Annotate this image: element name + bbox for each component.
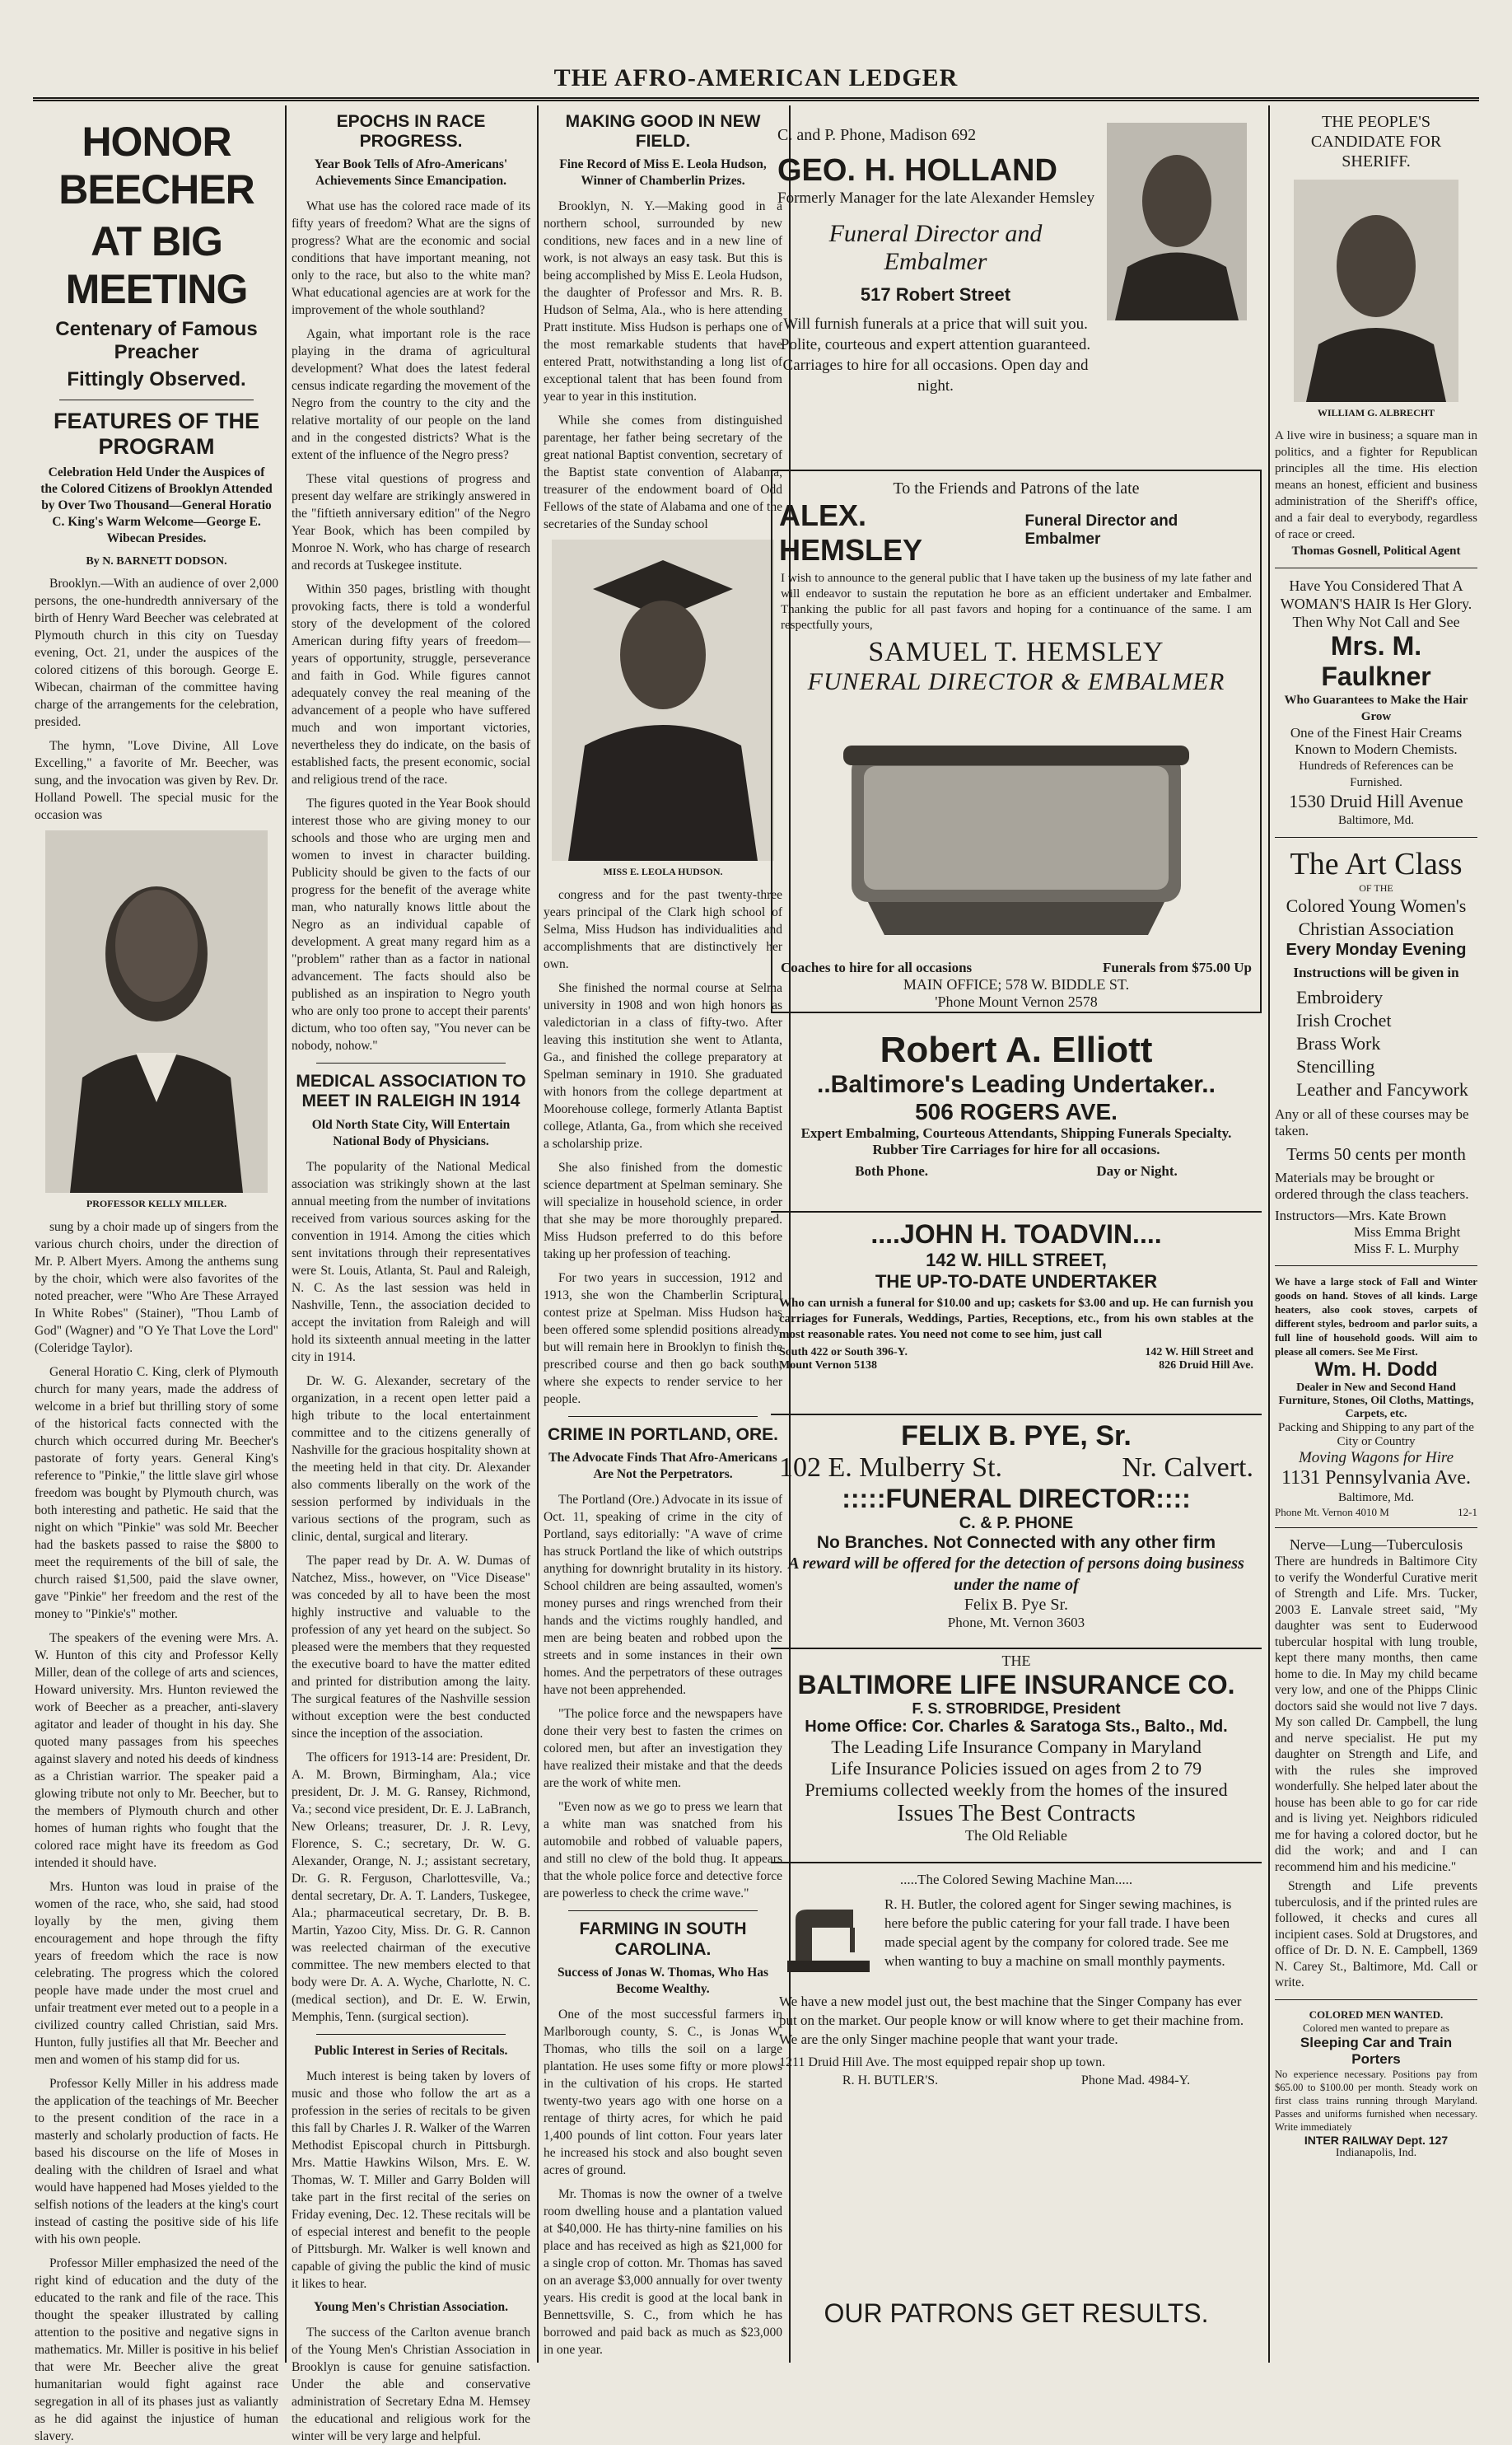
column-rule bbox=[285, 105, 287, 2363]
sewing-signature: R. H. BUTLER'S. bbox=[842, 2073, 939, 2087]
hemsley-coaches: Coaches to hire for all occasions bbox=[781, 960, 973, 975]
life-the: THE bbox=[1001, 1653, 1031, 1669]
headline-crime-portland: CRIME IN PORTLAND, ORE. bbox=[547, 1425, 778, 1445]
paragraph: "Even now as we go to press we learn that a white man was snatched from his automobile and robbed of valuable papers, and still no clew of the bold thug. It appears that the whole police force and detective force are powerless to check the crime wave." bbox=[544, 1800, 782, 1901]
art-class-instructor-1: Instructors—Mrs. Kate Brown bbox=[1275, 1208, 1447, 1223]
portrait-kelly-miller bbox=[45, 830, 268, 1193]
paragraph: While she comes from distinguished parentage, her father being secretary of the great national Baptist convention, secretary of the Baptist state convention of Alabama, treasurer of the endowment board of Odd Fellows of the state of Alabama and one of the secretaries of the Sunday school bbox=[544, 414, 782, 532]
article-deck: Fine Record of Miss E. Leola Hudson, Winner of Chamberlin Prizes. bbox=[559, 157, 767, 189]
art-class-of: OF THE bbox=[1359, 882, 1393, 894]
column-rule bbox=[537, 105, 539, 2363]
pye-street: 102 E. Mulberry St. bbox=[779, 1452, 1003, 1483]
faulkner-line-3: One of the Finest Hair Creams Known to Modern Chemists. bbox=[1290, 725, 1463, 757]
subhead-features: FEATURES OF THE PROGRAM bbox=[53, 408, 259, 459]
hemsley-funerals: Funerals from $75.00 Up bbox=[1102, 960, 1252, 975]
subhead-fittingly: Fittingly Observed. bbox=[67, 368, 246, 391]
hemsley-office: MAIN OFFICE; 578 W. BIDDLE ST. bbox=[903, 976, 1130, 993]
toadvin-mtvernon: Mount Vernon 5138 bbox=[779, 1359, 878, 1372]
sheriff-head: THE PEOPLE'S CANDIDATE FOR SHERIFF. bbox=[1310, 113, 1442, 171]
subhead-centenary: Centenary of Famous Preacher bbox=[55, 318, 258, 363]
dodd-line: Dealer in New and Second Hand Furniture, Stones, Oil Cloths, Mattings, Carpets, etc. bbox=[1278, 1381, 1474, 1420]
life-office: Home Office: Cor. Charles & Saratoga Sts., Balto., Md. bbox=[805, 1718, 1228, 1736]
paragraph: The success of the Carlton avenue branch of the Young Men's Christian Association in Brooklyn is cause for genuine satisfaction. Under the able and conservative administration of Secretary Edna M. Hemsey the educational and religious work for the winter will be very large and helpful. bbox=[292, 2325, 530, 2443]
porters-city: Indianapolis, Ind. bbox=[1335, 2146, 1417, 2159]
faulkner-line-4: Hundreds of References can be Furnished. bbox=[1299, 760, 1454, 789]
hemsley-body: I wish to announce to the general public that I have taken up the business of my late father and will endeavor to sustain the reputation he bore as an efficient undertaker and Embalmer. Thanking the public for all past favors and hoping for a continuance of the same. I am respectfully yours, bbox=[781, 572, 1252, 632]
paragraph: congress and for the past twenty-three years principal of the Clark high school of Selma, Miss Hudson has individualities and accomplishments that are distinctively her own. bbox=[544, 888, 782, 972]
dodd-city: Baltimore, Md. bbox=[1337, 1491, 1415, 1504]
divider bbox=[568, 1910, 758, 1911]
paragraph: For two years in succession, 1912 and 1913, she won the Chamberlin Scriptural contest prize at Spelman. Miss Hudson has been offered some splendid positions already, but will remain here in Brooklyn to finish the prescribed course and then go back south, where she expects to render service to her people. bbox=[544, 1271, 782, 1407]
paragraph: The speakers of the evening were Mrs. A. W. Hunton of this city and Professor Kelly Miller, dean of the college of arts and sciences, Howard university. Mrs. Hunton reviewed the work of Beecher as a preacher, anti-slavery agitator and leader of thought in his day. She quoted many passages from his speeches against slavery and noted his deeds of kindness as a Christian warrior. The speaker paid a glowing tribute not only to Mr. Beecher, but to the members of Plymouth church and other homes of human rights who fought that the colored race might have its freedom as God intended it should have. bbox=[35, 1630, 278, 1870]
paragraph: Professor Miller emphasized the need of the right kind of education and the duty of the educated to the rank and file of the race. This thought the speaker illustrated by calling attention to the positive and negative signs in mathematics. Mr. Miller is positive in his belief that were Mr. Beecher alive the great humanitarian would fight against race segregation in all of its phases just as valiantly as he did against the injustice of human slavery. bbox=[35, 2256, 278, 2443]
art-class-item: Brass Work bbox=[1296, 1033, 1381, 1054]
faulkner-city: Baltimore, Md. bbox=[1337, 814, 1415, 827]
art-class-instructions: Instructions will be given in bbox=[1293, 965, 1459, 980]
sheriff-signature: Thomas Gosnell, Political Agent bbox=[1291, 545, 1461, 558]
divider bbox=[1275, 837, 1477, 838]
dodd-num: 12-1 bbox=[1458, 1506, 1477, 1518]
elliott-address: 506 ROGERS AVE. bbox=[915, 1099, 1118, 1124]
hemsley-role: Funeral Director and Embalmer bbox=[1024, 512, 1178, 548]
porters-body: No experience necessary. Positions pay from $65.00 to $100.00 per month. Steady work on first class trains running through Maryland. Passes and uniforms furnished when necessary. Write immediately bbox=[1275, 2068, 1477, 2133]
faulkner-address: 1530 Druid Hill Avenue bbox=[1289, 791, 1463, 811]
paragraph: The hymn, "Love Divine, All Love Excelling," a favorite of Mr. Beecher, was sung, and the invocation was given by Rev. Dr. Holland Powell. The special music for the occasion was bbox=[35, 738, 278, 822]
sewing-machine-illustration bbox=[779, 1895, 878, 1985]
pye-phone: C. & P. PHONE bbox=[959, 1514, 1074, 1532]
toadvin-address: 142 W. HILL STREET, bbox=[926, 1250, 1107, 1270]
toadvin-body: Who can urnish a funeral for $10.00 and up; caskets for $3.00 and up. He can furnish you carriages for Funerals, Weddings, Parties, Receptions, etc., from his own stables at the most reasonable rates. You need not come to see him, just call bbox=[779, 1297, 1253, 1341]
paragraph: Dr. W. G. Alexander, secretary of the organization, in a recent open letter paid a high tribute to the local entertainment committee and to the citizens generally of Nashville for the gracious hospitality shown at the meeting held in that city. Dr. Alexander also comments liberally on the work of the session performed by individuals in the various sections of the program, such as clinic, dental, surgical and literary. bbox=[292, 1373, 530, 1544]
hemsley-phone: 'Phone Mount Vernon 2578 bbox=[935, 993, 1098, 1010]
divider bbox=[316, 1063, 506, 1064]
caption-albrecht: WILLIAM G. ALBRECHT bbox=[1317, 407, 1435, 418]
headline-ymca: Young Men's Christian Association. bbox=[314, 2299, 508, 2314]
elliott-name: Robert A. Elliott bbox=[880, 1030, 1153, 1070]
art-class-instructor-2: Miss Emma Bright bbox=[1354, 1224, 1461, 1240]
dodd-packing: Packing and Shipping to any part of the City or Country bbox=[1278, 1421, 1474, 1448]
dodd-phone: Phone Mt. Vernon 4010 M bbox=[1275, 1506, 1389, 1518]
faulkner-name: Mrs. M. Faulkner bbox=[1321, 631, 1431, 691]
porters-title: Sleeping Car and Train Porters bbox=[1300, 2034, 1453, 2067]
pye-phone-2: Phone, Mt. Vernon 3603 bbox=[947, 1615, 1085, 1630]
ad-baltimore-life bbox=[771, 1648, 1262, 1854]
ad-holland bbox=[771, 111, 1262, 453]
art-class-instructor-3: Miss F. L. Murphy bbox=[1354, 1241, 1459, 1256]
art-class-materials: Materials may be brought or ordered through the class teachers. bbox=[1275, 1170, 1469, 1202]
faulkner-line-1: Have You Considered That A WOMAN'S HAIR Is Her Glory. Then Why Not Call and See bbox=[1280, 577, 1472, 630]
paragraph: The figures quoted in the Year Book should interest those who are giving money to our schools and those who are urging men and women to invest in character building. Publicity should be given to the facts of our progress for the benefit of the average white man, who naturally knows little about the Negro as an individual capable of development. A great many regard him as a "problem" rather than as a factor in national advancement. The facts should also be published as an inspiration to Negro youth who are only too prone to accept their parents' dictum, who too often say, "You never can be nobody, nohow." bbox=[292, 797, 530, 1054]
life-lead-2: Life Insurance Policies issued on ages from 2 to 79 bbox=[830, 1758, 1202, 1779]
dodd-address: 1131 Pennsylvania Ave. bbox=[1281, 1467, 1471, 1489]
life-president: F. S. STROBRIDGE, President bbox=[912, 1700, 1121, 1717]
paragraph: sung by a choir made up of singers from the various church choirs, under the direction of Mr. P. Albert Myers. Among the anthems sung by the choir, which were also favorites of the noted preacher, were "Who Are These Arrayed In White Robes" (Stainer), "Thou Lamb of God" (Wagner) and "O Ye That Love the Lord" (Coleridge Taylor). bbox=[35, 1219, 278, 1355]
column-2 bbox=[292, 107, 530, 2443]
art-class-item: Irish Crochet bbox=[1296, 1010, 1392, 1031]
headline-epochs: EPOCHS IN RACE PROGRESS. bbox=[336, 112, 486, 152]
art-class-list bbox=[1275, 986, 1477, 1101]
elliott-both-phone: Both Phone. bbox=[855, 1163, 928, 1179]
paragraph: General Horatio C. King, clerk of Plymouth church for many years, made the address of welcome in a brief but thrilling story of some of the historical facts connected with the church which occurred during Mr. Beecher's pastorate of forty years. General King's reference to "Pinkie," the little slave girl whose freedom was bought by Plymouth church, was both interesting and pathetic. He said that the night on which "Pinkie" was sold Mr. Beecher had the baskets passed to raise the $800 to meet the requirements of the bill of sale, the church raised $1,500, paid the slave owner, gave "Pinkie" her freedom and the rest of the money to "Pinkie's" mother. bbox=[35, 1364, 278, 1621]
portrait-holland bbox=[1107, 123, 1247, 320]
masthead: THE AFRO-AMERICAN LEDGER bbox=[553, 64, 959, 91]
toadvin-name: ....JOHN H. TOADVIN.... bbox=[870, 1219, 1162, 1249]
porters-head: COLORED MEN WANTED. bbox=[1309, 2008, 1444, 2021]
sheriff-body: A live wire in business; a square man in politics, and a fighter for Republican principles all the time. His election means an honest, efficient and business administration of the Sheriff's office, and a fair deal to everybody, regardless of race or creed. bbox=[1275, 429, 1477, 541]
article-deck: Celebration Held Under the Auspices of the Colored Citizens of Brooklyn Attended by Over Two Thousand—General Horatio C. King's Warm Welcome—George E. Wibecan Presides. bbox=[40, 465, 273, 545]
paragraph: What use has the colored race made of its fifty years of freedom? What are the signs of progress? What are the economic and social conditions that have important meaning, not only to the race, but also to the white man? What educational agencies are at work for the improvement of the whole southland? bbox=[292, 199, 530, 318]
article-deck: The Advocate Finds That Afro-Americans Are Not the Perpetrators. bbox=[548, 1451, 777, 1482]
holland-phone: C. and P. Phone, Madison 692 bbox=[777, 126, 977, 144]
faulkner-line-2: Who Guarantees to Make the Hair Grow bbox=[1284, 694, 1468, 723]
paragraph: The paper read by Dr. A. W. Dumas of Natchez, Miss., however, on "Vice Disease" was conceded by all to have been the most highly instructive and valuable to the profession of any yet heard on the subject. So pleased were the members that they requested the executive board to have the matter edited and printed for distribution among the laity. The surgical features of the Nashville session without exception were the best conducted since the inception of the association. bbox=[292, 1553, 530, 1741]
holland-body: Will furnish funerals at a price that will suit you. Polite, courteous and expert attention guaranteed. Carriages to hire for all occasions. Open day and night. bbox=[780, 316, 1091, 395]
article-deck: Year Book Tells of Afro-Americans' Achievements Since Emancipation. bbox=[314, 157, 508, 189]
paragraph: Mr. Thomas is now the owner of a twelve room dwelling house and a plantation valued at $40,000. He has thirty-nine families on his place and has received as high as $21,000 for a single crop of cotton. Mr. Thomas has saved on an average $3,000 annually for over twenty years. His credit is good at the local bank in Bennettsville, S. C., from which he has borrowed and paid back as much as $23,000 in one year. bbox=[544, 2186, 782, 2357]
paragraph: She also finished from the domestic science department at Spelman seminary. She will specialize in household science, in order that she may be more thoroughly prepared. Miss Hudson preferred to do this before taking up her profession of teaching. bbox=[544, 1161, 782, 1262]
art-class-terms: Terms 50 cents per month bbox=[1286, 1144, 1466, 1164]
life-lead-3: Premiums collected weekly from the homes of the insured bbox=[805, 1779, 1228, 1800]
divider bbox=[316, 2034, 506, 2035]
article-deck: Success of Jonas W. Thomas, Who Has Become Wealthy. bbox=[557, 1965, 769, 1996]
hemsley-name: ALEX. HEMSLEY bbox=[779, 498, 923, 567]
hemsley-intro: To the Friends and Patrons of the late bbox=[893, 479, 1140, 498]
holland-formerly: Formerly Manager for the late Alexander Hemsley bbox=[777, 189, 1095, 207]
hemsley-signer: SAMUEL T. HEMSLEY bbox=[868, 637, 1164, 667]
paragraph: Mrs. Hunton was loud in praise of the women of the race, who, she said, had stood loyally by the men, giving them encouragement and hope through the fifty years of freedom which the race is now celebrating. The progress which the colored people have made under the most cruel and unfair treatment ever meted out to a people in a civilized country called Christian, said Mrs. Hunton, fully justifies all that Mr. Beecher and men and women of his stamp did for us. bbox=[35, 1879, 278, 2067]
nerve-head: Nerve—Lung—Tuberculosis bbox=[1289, 1536, 1463, 1553]
porters-line: Colored men wanted to prepare as bbox=[1303, 2021, 1449, 2034]
paragraph: Again, what important role is the race playing in the drama of agricultural development? What does the latest federal census indicate regarding the movement of the Negro from the country to the city and the relative mortality of our people on the land and in the congested districts? What is the extent of the influence of the Negro press? bbox=[292, 327, 530, 463]
toadvin-south: South 422 or South 396-Y. bbox=[779, 1346, 908, 1358]
column-3 bbox=[544, 107, 782, 2360]
ad-elliott bbox=[771, 1021, 1262, 1203]
column-right bbox=[1275, 107, 1477, 2360]
headline-medical-association: MEDICAL ASSOCIATION TO MEET IN RALEIGH IN 1914 bbox=[296, 1072, 526, 1111]
paragraph: The Portland (Ore.) Advocate in its issue of Oct. 11, speaking of crime in the city of Portland, says editorially: "A wave of crime has struck Portland the like of which outstrips anything for downright brutality in its history. School children are being assaulted, women's money purses and rings wrenched from their hands and the victims roughly handled, and men are being beaten and robbed upon the streets and in some instances in their own homes. And the perpetrators of these outrages have not been apprehended. bbox=[544, 1493, 782, 1698]
portrait-albrecht bbox=[1294, 180, 1458, 402]
toadvin-tag: THE UP-TO-DATE UNDERTAKER bbox=[875, 1271, 1158, 1292]
patrons-slogan: OUR PATRONS GET RESULTS. bbox=[824, 2298, 1209, 2328]
headline-farming: FARMING IN SOUTH CAROLINA. bbox=[579, 1919, 747, 1959]
ad-pye bbox=[771, 1414, 1262, 1636]
headline-making-good: MAKING GOOD IN NEW FIELD. bbox=[565, 112, 761, 152]
art-class-every: Every Monday Evening bbox=[1286, 941, 1467, 959]
sewing-phone: Phone Mad. 4984-Y. bbox=[1080, 2073, 1191, 2087]
pye-name-2: Felix B. Pye Sr. bbox=[964, 1596, 1069, 1614]
divider bbox=[1275, 1999, 1477, 2000]
divider bbox=[568, 1416, 758, 1417]
paragraph: One of the most successful farmers in Marlborough county, S. C., is Jonas W. Thomas, who tills the soil on a large plantation. He uses some fifty or more plows in the cultivation of his crops. He started twenty-two years ago with one horse on a rentage of thirty acres, for which he paid 1,400 pounds of lint cotton. Four years later he increased his stock and also bought seven acres of ground. bbox=[544, 2007, 782, 2177]
life-issues: Issues The Best Contracts bbox=[897, 1801, 1136, 1826]
ad-sewing-machine bbox=[771, 1862, 1262, 2224]
paragraph: Brooklyn.—With an audience of over 2,000 persons, the one-hundredth anniversary of the birth of Henry Ward Beecher was celebrated at Plymouth church in this city on Tuesday evening, Oct. 21, under the auspices of the colored citizens of this borough. George E. Wibecan, chairman of the committee having charge of the arrangements for the celebration, presided. bbox=[35, 576, 278, 729]
pye-reward: A reward will be offered for the detection of persons doing business under the name of bbox=[788, 1554, 1244, 1594]
headline-recitals: Public Interest in Series of Recitals. bbox=[314, 2043, 508, 2058]
paragraph: The officers for 1913-14 are: President, Dr. A. M. Brown, Birmingham, Ala.; vice president, Dr. J. M. G. Ransey, Richmond, Va.; second vice president, Dr. E. J. LaBranch, New Orleans; treasurer, Dr. J. R. Levy, Florence, S. C.; secretary, Dr. W. G. Alexander, Orange, N. J.; assistant secretary, Dr. G. R. Ferguson, Charlottesville, Va.; dental secretary, Dr. A. T. Landers, Tuskegee, Ala.; pharmaceutical secretary, Dr. B. B. Martin, Yazoo City, Miss. Dr. G. R. Cannon was reelected chairman of the executive committee. The new members elected to that body were Dr. A. A. Wyche, Charlotte, N. C. (medical section), and Dr. E. W. Erwin, Memphis, Tenn. (surgical section). bbox=[292, 1750, 530, 2024]
elliott-tag: ..Baltimore's Leading Undertaker.. bbox=[817, 1071, 1216, 1098]
ad-hemsley bbox=[771, 470, 1262, 1013]
headline-big-meeting: AT BIG MEETING bbox=[65, 218, 248, 312]
divider bbox=[1275, 1265, 1477, 1266]
paragraph: "The police force and the newspapers have done their very best to fasten the crimes on colored men, but after an investigation they have realized their mistake and that the deeds are the work of white men. bbox=[544, 1707, 782, 1791]
art-class-item: Leather and Fancywork bbox=[1296, 1079, 1468, 1100]
holland-title: Funeral Director and bbox=[828, 220, 1043, 247]
casket-illustration bbox=[819, 704, 1214, 951]
elliott-day-night: Day or Night. bbox=[1096, 1163, 1178, 1179]
caption-kelly-miller: PROFESSOR KELLY MILLER. bbox=[86, 1197, 227, 1209]
dodd-moving: Moving Wagons for Hire bbox=[1298, 1449, 1454, 1466]
pye-name: FELIX B. PYE, Sr. bbox=[901, 1420, 1132, 1452]
article-deck: Old North State City, Will Entertain National Body of Physicians. bbox=[311, 1117, 511, 1148]
holland-name: GEO. H. HOLLAND bbox=[777, 153, 1057, 188]
holland-title-2: Embalmer bbox=[884, 248, 987, 275]
sewing-body-2: We have a new model just out, the best machine that the Singer Company has ever put on the market. Our people know or will know where to get their machine from. We are the only Singer machine people that want your trade. bbox=[779, 1994, 1244, 2047]
paragraph: She finished the normal course at Selma university in 1908 and won high honors as valedictorian in a class of fifty-two. After leaving this institution she went to Atlanta, Ga., and finished the college preparatory at Spelman seminary in 1910. She graduated with honors from the college department at Moorehouse college, formerly Atlanta Baptist college, Atlanta, Ga., from which she received a scholarship prize. bbox=[544, 981, 782, 1152]
art-class-any: Any or all of these courses may be taken. bbox=[1275, 1106, 1469, 1138]
art-class-assoc: Colored Young Women's Christian Association bbox=[1286, 895, 1467, 939]
dodd-intro: We have a large stock of Fall and Winter goods on hand. Stoves of all kinds. Large heaters, also cook stoves, carpets of different styles, bedroom and parlor suits, a full line of household goods. Will aim to please all comers. See Me First. bbox=[1275, 1275, 1477, 1358]
art-class-title: The Art Class bbox=[1290, 847, 1463, 881]
hemsley-title: FUNERAL DIRECTOR & EMBALMER bbox=[807, 668, 1225, 695]
nerve-body: There are hundreds in Baltimore City to verify the Wonderful Curative merit of Strength and Life. Mrs. Tucker, 2003 E. Lanvale street said, "My daughter was sent to Euderwood tubercular hospital with lung trouble, kept there many months, then came home to die. In May my child became very low, and one of the Phipps Clinic doctors said she would not live 7 days. My son called Dr. Campbell, the lung and nerve specialist. He put my daughter on Strength and Life, and with the rules she improved wonderfully. She helped later about the house has been able to go for car ride and is living yet. Neighbors ridiculed me for having a colored doctor, but he did the work; and and I can recommend him and his medicine." bbox=[1275, 1554, 1477, 1874]
dodd-name: Wm. H. Dodd bbox=[1314, 1358, 1438, 1381]
porters-company: INTER RAILWAY Dept. 127 bbox=[1304, 2133, 1449, 2147]
sewing-body-1: R. H. Butler, the colored agent for Singer sewing machines, is here before the public catering for your fall trade. I have been made special agent by the company for colored trade. See me when wanting to buy a machine on small monthly payments. bbox=[884, 1896, 1232, 1969]
life-old: The Old Reliable bbox=[965, 1827, 1067, 1844]
nerve-body-2: Strength and Life prevents tuberculosis, and if the printed rules are followed, it checks and cures all incipient cases. Sold at Drugstores, and office of Dr. D. N. E. Campbell, 1369 N. Carey St., Baltimore, Md. Call or write. bbox=[1275, 1879, 1477, 1989]
ad-toadvin bbox=[771, 1211, 1262, 1409]
elliott-body: Expert Embalming, Courteous Attendants, Shipping Funerals Specialty. Rubber Tire Carriages for hire for all occasions. bbox=[800, 1125, 1232, 1157]
masthead-rule bbox=[33, 97, 1479, 101]
paragraph: Much interest is being taken by lovers of music and those who follow the art as a profession in the series of recitals to be given this fall by Charles J. R. Walker of the Warren Methodist Episcopal church in Pittsburgh. Mrs. Mattie Hawkins Wilson, Mrs. E. W. Thomas, W. T. Miller and Garry Bolden will take part in the first recital of the series on Friday evening, Dec. 12. These recitals will be of especial interest and benefit to the people of Pittsburgh. Mr. Walker is well known and capable of giving the public the kind of music it likes to hear. bbox=[292, 2069, 530, 2291]
sewing-head: .....The Colored Sewing Machine Man..... bbox=[899, 1872, 1133, 1887]
paragraph: Within 350 pages, bristling with thought provoking facts, there is told a wonderful story of the development of the colored American during fifty years of freedom—years of opportunity, struggle, perseverance and faith in God. While figures cannot adequately convey the real meaning of the advancement of a people who have suffered much and won important victories, nevertheless they do indicate, on the basis of established facts, the present economic, social and religious trend of the race. bbox=[292, 582, 530, 788]
holland-address: 517 Robert Street bbox=[860, 284, 1011, 305]
paragraph: These vital questions of progress and present day welfare are strikingly answered in the "fiftieth anniversary edition" of the Negro Year Book, which has been compiled by Monroe N. Work, who has charge of research and records at Tuskegee institute. bbox=[292, 472, 530, 573]
pye-corner: Nr. Calvert. bbox=[1122, 1452, 1253, 1483]
headline-honor-beecher: HONOR BEECHER bbox=[58, 119, 254, 213]
art-class-item: Embroidery bbox=[1296, 987, 1384, 1007]
column-1 bbox=[35, 107, 278, 2443]
toadvin-druid: 826 Druid Hill Ave. bbox=[1159, 1359, 1253, 1372]
life-name: BALTIMORE LIFE INSURANCE CO. bbox=[797, 1670, 1235, 1699]
paragraph: Brooklyn, N. Y.—Making good in a northern school, surrounded by new conditions, new faces and in a new line of work, is not always an easy task. But this is being accomplished by Miss E. Leola Hudson, the daughter of Professor and Mrs. R. B. Hudson of Selma, Ala., who is here attending Pratt institute. Miss Hudson is perhaps one of the most remarkable students that have entered Pratt, notwithstanding a long list of exceptional talent that has been found from year to year in this institution. bbox=[544, 199, 782, 404]
toadvin-hill: 142 W. Hill Street and bbox=[1145, 1346, 1253, 1358]
life-lead-1: The Leading Life Insurance Company in Maryland bbox=[831, 1737, 1202, 1757]
byline: By N. BARNETT DODSON. bbox=[86, 554, 227, 568]
divider bbox=[1275, 1527, 1477, 1528]
art-class-item: Stencilling bbox=[1296, 1056, 1375, 1077]
pye-branch: No Branches. Not Connected with any other firm bbox=[816, 1533, 1216, 1552]
paragraph: Professor Kelly Miller in his address made the application of the teachings of Mr. Beecher to the present condition of the race in a masterly and scholarly production of facts. He based his discourse on the life of Moses in dealing with the children of Israel and what would have happened had Moses yielded to the selfish notions of the leaders at the king's court instead of casting the positive side of his life with his own people. bbox=[35, 2076, 278, 2246]
sewing-address: 1211 Druid Hill Ave. The most equipped repair shop up town. bbox=[779, 2055, 1106, 2069]
column-rule bbox=[1268, 105, 1270, 2363]
caption-leola-hudson: MISS E. LEOLA HUDSON. bbox=[603, 866, 723, 878]
portrait-leola-hudson bbox=[552, 540, 774, 861]
paragraph: The popularity of the National Medical association was strikingly shown at the last annual meeting from the number of invitations received from various sources asking for the convention in 1914. Among the cities which sent invitations through their representatives were St. Louis, Atlanta, St. Paul and Raleigh, N. C. As the last session was held in Nashville, Tenn., the association decided to accept the invitation from Raleigh and will hold its sixteenth annual meeting in the latter city in 1914. bbox=[292, 1159, 530, 1364]
pye-title: :::::FUNERAL DIRECTOR:::: bbox=[842, 1484, 1191, 1513]
